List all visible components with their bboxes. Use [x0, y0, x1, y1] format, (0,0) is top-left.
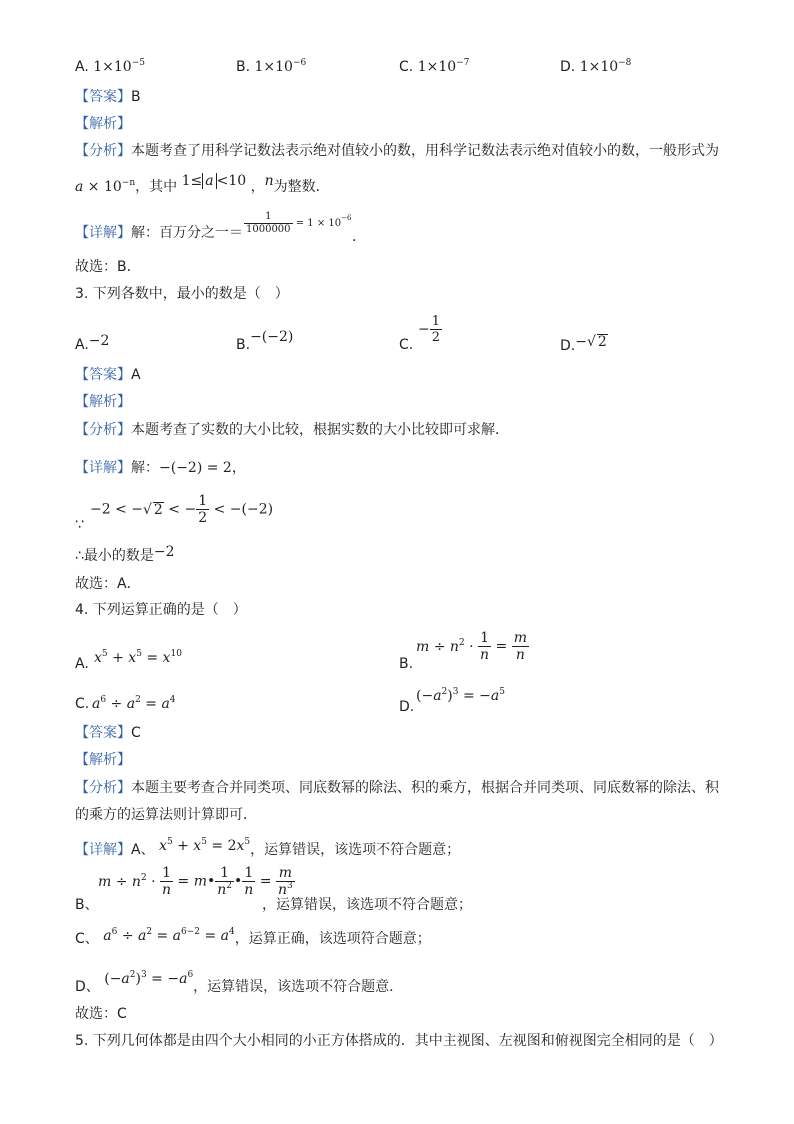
- q3-option-c: C.: [399, 337, 414, 353]
- q3-therefore: ∴最小的数是−2: [75, 544, 175, 564]
- q4-choose: 故选：C: [75, 1006, 127, 1022]
- q4-detail-b-expr: $m \div n^2$ · $\frac{1}{n}$ = m• $\frac{1}{n^2}$ • $\frac{1}{n}$ = $\frac{m}{n^3}$: [98, 865, 293, 898]
- q2-fraction-expr: $\frac{1}{1000000}$ = $1 \times 10^{-6}$: [246, 211, 352, 235]
- q4-option-c-expr: $a^6 \div a^2 = a^4$: [92, 695, 176, 712]
- q2-general-form: $a \times 10^{-n}$，其中 1≤ a <10 ，n为整数．: [75, 173, 330, 195]
- q3-answer: 【答案】A: [75, 367, 141, 383]
- q2-option-b: B. $1\times 10^{-6}$: [236, 58, 307, 75]
- q4-detail-c-expr: $a^6 \div a^2 = a^{6-2} = a^4$: [103, 927, 235, 944]
- q2-answer: 【答案】B: [75, 89, 141, 105]
- q2-option-b-expr: $1\times 10^{-6}$: [254, 58, 307, 75]
- q4-detail-d-expr: $(-a^2)^3 = -a^6$: [104, 970, 194, 987]
- q4-fenxi-line1: 【分析】本题主要考查合并同类项、同底数幂的除法、积的乘方，根据合并同类项、同底数幂的除法、积: [75, 780, 719, 796]
- q2-option-c: C. $1\times 10^{-7}$: [399, 58, 470, 75]
- q3-stem: 3. 下列各数中，最小的数是（ ）: [75, 286, 289, 302]
- q2-option-d-expr: $1\times 10^{-8}$: [579, 58, 632, 75]
- q2-option-a: A. $1\times 10^{-5}$: [75, 58, 145, 75]
- q2-option-d: D. $1\times 10^{-8}$: [560, 58, 632, 75]
- q3-because: ∵: [75, 517, 84, 533]
- q3-inequality: −2 < −√ 2 < − $\frac{1}{2}$ < −(−2): [90, 493, 274, 526]
- q4-option-a-expr: $x^5 + x^5 = x^{10}$: [94, 649, 182, 666]
- q4-option-c: C.: [75, 696, 90, 712]
- q4-detail-a-expr: $x^5 + x^5 = 2x^5$: [159, 837, 251, 854]
- q4-option-b: B.: [399, 656, 414, 672]
- q3-analysis-heading: 【解析】: [75, 394, 131, 410]
- q3-option-b: B.−(−2): [236, 329, 294, 353]
- q2-option-a-expr: $1\times 10^{-5}$: [93, 58, 145, 75]
- q4-option-d: D.: [399, 699, 415, 715]
- q2-choose: 故选：B．: [75, 259, 141, 275]
- q2-option-c-expr: $1\times 10^{-7}$: [417, 58, 470, 75]
- q4-option-d-expr: $(-a^2)^3 = -a^5$: [416, 687, 505, 704]
- q2-fenxi: 【分析】本题考查了用科学记数法表示绝对值较小的数，用科学记数法表示绝对值较小的数，一般形式为: [75, 143, 719, 159]
- q4-analysis-heading: 【解析】: [75, 752, 131, 768]
- q4-detail-c: C、 $a^6 \div a^2 = a^{6-2} = a^4$，运算正确，该选项符合题意；: [75, 927, 431, 947]
- q4-option-a: A.: [75, 656, 89, 672]
- q2-analysis-heading: 【解析】: [75, 116, 131, 132]
- q4-detail-b-text: ，运算错误，该选项不符合题意；: [262, 897, 472, 913]
- q4-detail-b-label: B、: [75, 897, 99, 913]
- q3-fenxi: 【分析】本题考查了实数的大小比较，根据实数的大小比较即可求解．: [75, 422, 509, 438]
- q2-xiangjie: 【详解】解：百万分之一＝: [75, 225, 243, 241]
- q2-end-dot: ．: [352, 229, 366, 245]
- q5-stem: 5. 下列几何体都是由四个大小相同的小正方体搭成的．其中主视图、左视图和俯视图完全相同的是（ ）: [75, 1033, 723, 1049]
- q3-option-c-expr: − $\frac{1}{2}$: [418, 314, 441, 345]
- q3-choose: 故选：A．: [75, 576, 141, 592]
- q4-detail-a: 【详解】A、 $x^5 + x^5 = 2x^5$，运算错误，该选项不符合题意；: [75, 837, 461, 858]
- q3-option-d-expr: −√ 2: [575, 334, 607, 350]
- q3-xiangjie: 【详解】解：−(−2) = 2，: [75, 460, 246, 476]
- q4-fenxi-line2: 的乘方的运算法则计算即可．: [75, 807, 257, 823]
- q4-detail-d: D、 $(-a^2)^3 = -a^6$，运算错误，该选项不符合题意．: [75, 970, 404, 995]
- q4-answer: 【答案】C: [75, 725, 141, 741]
- q4-option-b-expr: $m \div n^2$ · $\frac{1}{n}$ = $\frac{m}{n}$: [416, 630, 527, 663]
- q3-option-a: A.−2: [75, 333, 110, 353]
- q2-condition: 1≤ a <10: [181, 173, 247, 189]
- q4-stem: 4. 下列运算正确的是（ ）: [75, 602, 247, 618]
- q3-option-d: D.−√ 2: [560, 334, 607, 354]
